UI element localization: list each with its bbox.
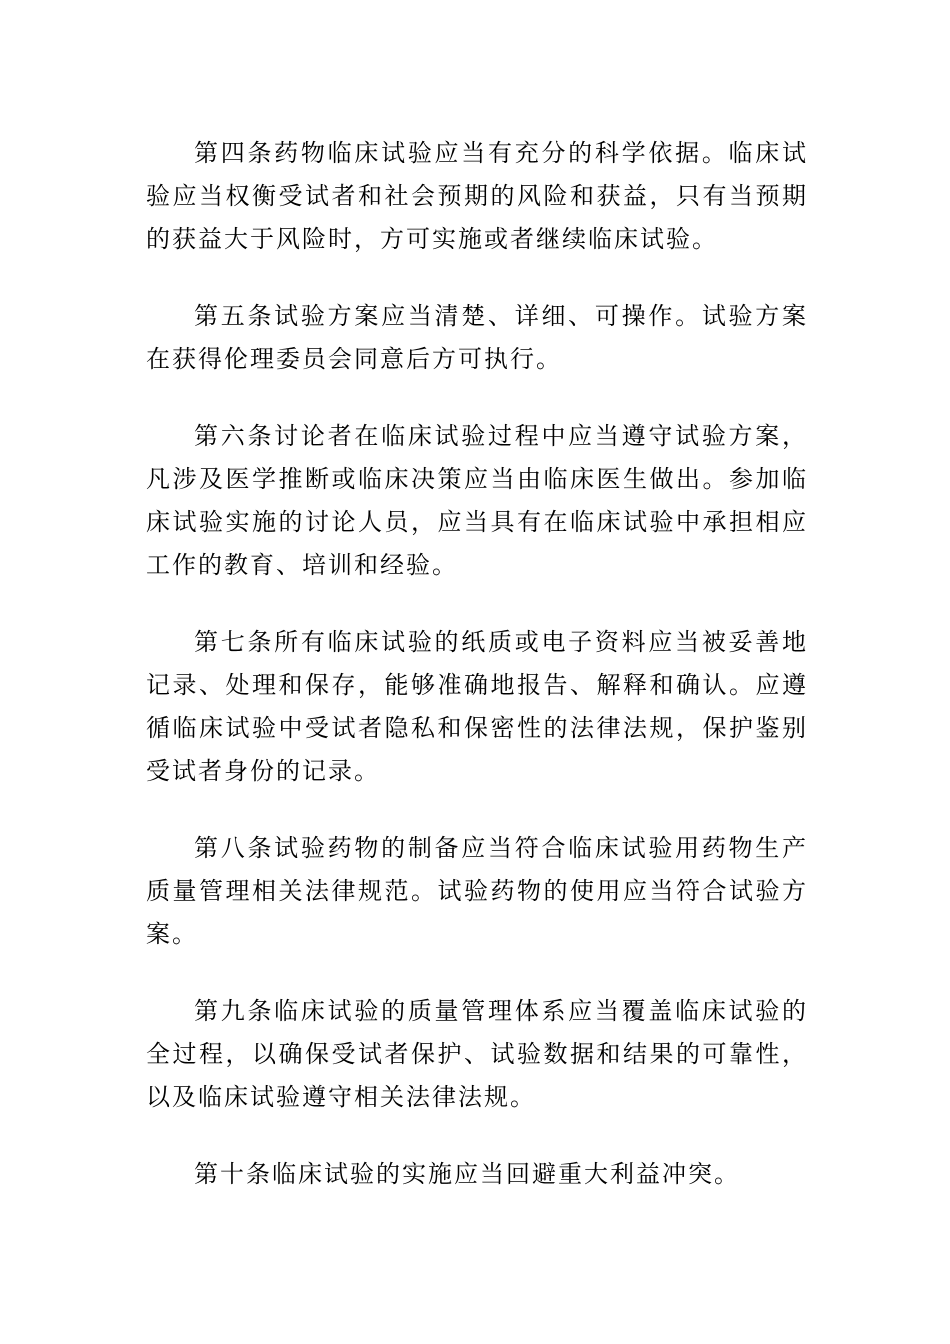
document-page <box>146 132 808 1230</box>
article-4: 第四条药物临床试验应当有充分的科学依据。临床试验应当权衡受试者和社会预期的风险和获益，只有当预期的获益大于风险时，方可实施或者继续临床试验。 <box>146 139 808 253</box>
article-6: 第六条讨论者在临床试验过程中应当遵守试验方案，凡涉及医学推断或临床决策应当由临床医生做出。参加临床试验实施的讨论人员，应当具有在临床试验中承担相应工作的教育、培训和经验。 <box>146 422 808 579</box>
article-7: 第七条所有临床试验的纸质或电子资料应当被妥善地记录、处理和保存，能够准确地报告、解释和确认。应遵循临床试验中受试者隐私和保密性的法律法规，保护鉴别受试者身份的记录。 <box>146 628 808 785</box>
article-10: 第十条临床试验的实施应当回避重大利益冲突。 <box>194 1160 740 1188</box>
article-5: 第五条试验方案应当清楚、详细、可操作。试验方案在获得伦理委员会同意后方可执行。 <box>146 302 808 373</box>
article-9: 第九条临床试验的质量管理体系应当覆盖临床试验的全过程，以确保受试者保护、试验数据和结果的可靠性，以及临床试验遵守相关法律法规。 <box>146 997 808 1111</box>
article-8: 第八条试验药物的制备应当符合临床试验用药物生产质量管理相关法律规范。试验药物的使用应当符合试验方案。 <box>146 834 808 948</box>
